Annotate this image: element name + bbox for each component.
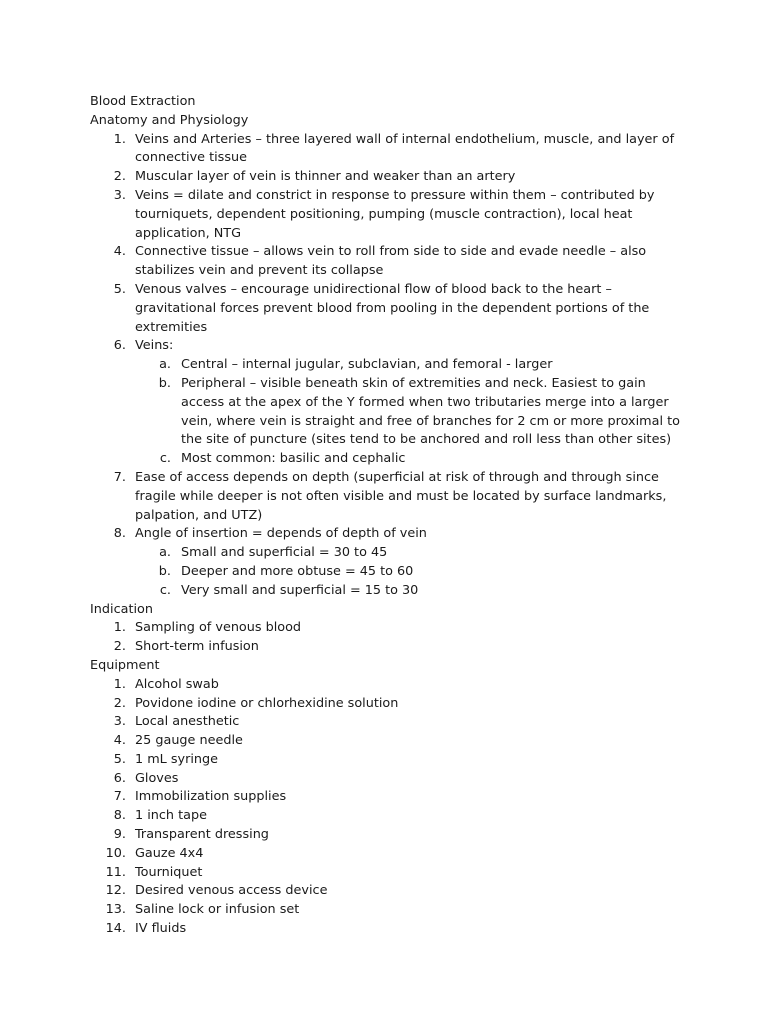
sub-list-item-text: Deeper and more obtuse = 45 to 60	[181, 563, 414, 579]
list-item	[90, 901, 690, 920]
list-item-text: Gloves	[135, 770, 179, 786]
list-item-number: 7.	[113, 469, 126, 485]
sub-list-item-letter: c.	[159, 451, 171, 467]
list-item-text: Desired venous access device	[135, 883, 328, 899]
list-item-text: Immobilization supplies	[135, 789, 287, 805]
document-title: Blood Extraction	[90, 94, 196, 109]
list-item-number: 6.	[113, 770, 126, 786]
list-item-text: Local anesthetic	[135, 714, 240, 730]
list-item-text: Povidone iodine or chlorhexidine solution	[135, 695, 399, 711]
list-item	[90, 695, 690, 714]
list-item	[90, 882, 690, 901]
sub-list-item-letter: a.	[159, 357, 171, 373]
list-item	[90, 713, 690, 732]
sub-list-item-letter: b.	[158, 563, 171, 579]
list-item-number: 9.	[113, 827, 126, 843]
list-item-number: 11.	[105, 864, 126, 880]
list-item-text: 25 gauge needle	[135, 733, 243, 749]
list-item	[90, 243, 690, 281]
list-item-number: 7.	[113, 789, 126, 805]
list-item-number: 5.	[113, 281, 126, 297]
list-item-number: 4.	[113, 733, 126, 749]
list-item-number: 13.	[105, 902, 126, 918]
list-item-number: 3.	[113, 714, 126, 730]
sub-list-item-text: Central – internal jugular, subclavian, and femoral - larger	[181, 357, 553, 373]
list-item	[90, 187, 690, 243]
list-item-number: 10.	[105, 845, 126, 861]
sub-list-item	[90, 356, 690, 375]
list-item-text: Transparent dressing	[135, 827, 269, 843]
list-item-text: Gauze 4x4	[135, 845, 204, 861]
list-item-number: 6.	[113, 338, 126, 354]
sub-list-item-letter: a.	[159, 545, 171, 561]
list-item	[90, 168, 690, 187]
list-item-text: Short-term infusion	[135, 639, 259, 655]
sub-list-item	[90, 450, 690, 469]
section-heading: Indication	[90, 601, 153, 617]
list-item-text: Veins:	[135, 338, 174, 354]
list-item	[90, 826, 690, 845]
list-item	[90, 864, 690, 883]
list-item-number: 2.	[113, 169, 126, 185]
document-page	[90, 93, 690, 939]
list-item-number: 3.	[113, 187, 126, 203]
list-item-text: 1 inch tape	[135, 808, 207, 824]
list-item	[90, 619, 690, 638]
list-item-text: Veins = dilate and constrict in response to pressure within them – contributed by tourniquets, dependent positioning, pumping (muscle contraction), local heat application, NTG	[135, 187, 655, 241]
list-item-text: Tourniquet	[135, 864, 203, 880]
list-item-text: Veins and Arteries – three layered wall of internal endothelium, muscle, and layer of connective tissue	[135, 131, 675, 166]
list-item-text: IV fluids	[135, 921, 187, 937]
list-item	[90, 807, 690, 826]
list-item	[90, 337, 690, 356]
document-sections	[90, 112, 690, 939]
list-item-number: 8.	[113, 808, 126, 824]
sub-list-item-text: Small and superficial = 30 to 45	[181, 545, 388, 561]
list-item-number: 14.	[105, 921, 126, 937]
sub-list-item	[90, 375, 690, 450]
list-item-number: 2.	[113, 639, 126, 655]
list-item-text: Ease of access depends on depth (superficial at risk of through and through since fragile while deeper is not often visible and must be located by surface landmarks, palpation, and UTZ)	[135, 469, 667, 523]
list-item-text: Angle of insertion = depends of depth of vein	[135, 526, 427, 542]
list-item-number: 1.	[113, 620, 126, 636]
list-item-text: 1 mL syringe	[135, 751, 219, 767]
list-item-text: Sampling of venous blood	[135, 620, 302, 636]
list-item-number: 1.	[113, 676, 126, 692]
list-item-text: Muscular layer of vein is thinner and weaker than an artery	[135, 169, 516, 185]
list-item	[90, 751, 690, 770]
sub-list-item-text: Very small and superficial = 15 to 30	[181, 582, 419, 598]
list-item	[90, 788, 690, 807]
list-item	[90, 770, 690, 789]
list-item-number: 12.	[105, 883, 126, 899]
list-item	[90, 469, 690, 525]
list-item-text: Alcohol swab	[135, 676, 219, 692]
list-item	[90, 131, 690, 169]
sub-list-item	[90, 582, 690, 601]
list-item	[90, 732, 690, 751]
list-item	[90, 638, 690, 657]
list-item-number: 8.	[113, 526, 126, 542]
list-item-text: Connective tissue – allows vein to roll from side to side and evade needle – also stabilizes vein and prevent its collapse	[135, 244, 647, 279]
list-item	[90, 281, 690, 337]
sub-list-item-letter: b.	[158, 375, 171, 391]
list-item	[90, 676, 690, 695]
list-item-number: 4.	[113, 244, 126, 260]
sub-list-item-text: Peripheral – visible beneath skin of extremities and neck. Easiest to gain access at the apex of the Y formed when two tributaries merge into a larger vein, where vein is straight and free of branches for 2 cm or more proximal to the site of puncture (sites tend to be anchored and roll less than other sites)	[181, 375, 680, 448]
list-item-number: 1.	[113, 131, 126, 147]
list-item	[90, 525, 690, 544]
sub-list-item-text: Most common: basilic and cephalic	[181, 451, 406, 467]
sub-list-item-letter: c.	[159, 582, 171, 598]
list-item-number: 2.	[113, 695, 126, 711]
section-heading: Anatomy and Physiology	[90, 112, 249, 128]
list-item-text: Venous valves – encourage unidirectional flow of blood back to the heart – gravitational forces prevent blood from pooling in the dependent portions of the extremities	[135, 281, 650, 335]
list-item-number: 5.	[113, 751, 126, 767]
list-item	[90, 920, 690, 939]
section-heading: Equipment	[90, 657, 160, 673]
list-item-text: Saline lock or infusion set	[135, 902, 300, 918]
list-item	[90, 845, 690, 864]
sub-list-item	[90, 563, 690, 582]
sub-list-item	[90, 544, 690, 563]
